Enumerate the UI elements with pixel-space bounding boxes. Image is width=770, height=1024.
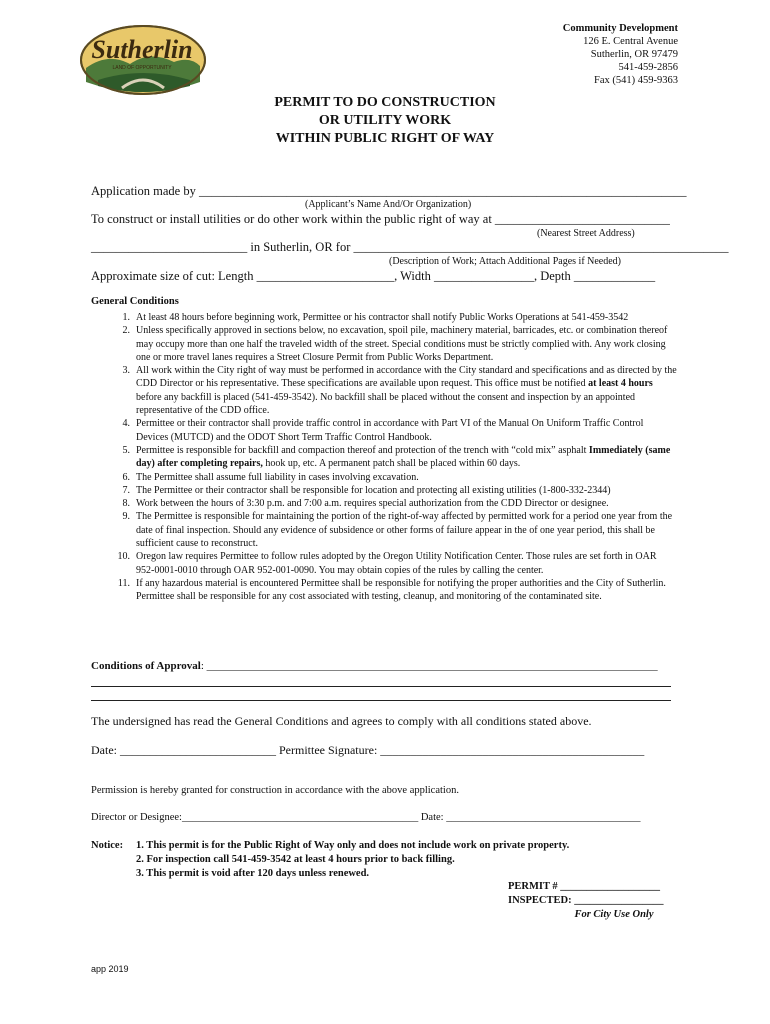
cut-size-field[interactable]: Approximate size of cut: Length ______________________, Width ________________, Depth _____________ (91, 269, 656, 283)
permit-number-field[interactable]: PERMIT # ___________________ (508, 881, 661, 892)
condition-item: 2. Unless specifically approved in sections below, no excavation, spoil pile, machinery material, barricades, etc. or combination thereof may occupy more than one half the traveled width of the street. Special conditions must be strictly complied with. Any work closing one or more travel lanes requires a Street Closure Permit from Public Works Department. (122, 325, 668, 363)
condition-item: 9. The Permittee is responsible for maintaining the portion of the right-of-way affected by permitted work for a period one year from the date of final inspection. Should any evidence of subsidence or other forms of failure appear in the of one year period, this shall be sufficient cause to reconstruct. (122, 511, 673, 550)
condition-item: 3. All work within the City right of way must be performed in accordance with the City standard and specifications and as directed by the CDD Director or his representative. These specifications are available upon request. This office must be notified at least 4 hours before any backfill is placed (541-459-3542). No backfill shall be placed without the consent and inspection by an appointed representative of the CDD office. (122, 365, 677, 417)
work-description-field[interactable]: _________________________ in Sutherlin, OR for ____________________________________________________________ (91, 240, 729, 254)
title-line1: PERMIT TO DO CONSTRUCTION (274, 95, 496, 110)
fax-number: Fax (541) 459-9363 (594, 75, 678, 86)
revision-footer: app 2019 (91, 964, 129, 974)
city-use-caption: For City Use Only (574, 909, 654, 920)
general-conditions-list (91, 311, 677, 604)
applicant-name-field[interactable]: Application made by ______________________________________________________________________________ (91, 184, 687, 198)
approval-blank-line[interactable] (91, 686, 671, 687)
work-description-caption: (Description of Work; Attach Additional Pages if Needed) (389, 256, 622, 267)
director-date-field[interactable]: Director or Designee:_____________________________________________ Date: _____________________________________ (91, 812, 641, 823)
condition-item: 8. Work between the hours of 3:30 p.m. and 7:00 a.m. requires special authorization from the CDD Director or designee. (122, 498, 609, 510)
title-line2: OR UTILITY WORK (318, 113, 452, 128)
city-use-block (508, 880, 663, 922)
permission-statement: Permission is hereby granted for construction in accordance with the above application. (91, 785, 459, 796)
phone-number: 541-459-2856 (618, 62, 678, 73)
condition-item: 1. At least 48 hours before beginning work, Permittee or his contractor shall notify Public Works Operations at 541-459-3542 (122, 312, 629, 323)
street-address-field[interactable]: To construct or install utilities or do other work within the public right of way at ____________________________ (91, 212, 670, 226)
svg-text:Sutherlin: Sutherlin (91, 35, 193, 64)
address-line2: Sutherlin, OR 97479 (590, 49, 678, 60)
date-signature-field[interactable]: Date: __________________________ Permittee Signature: ____________________________________________ (91, 743, 645, 757)
notice-block (91, 839, 569, 881)
inspected-field[interactable]: INSPECTED: _________________ (508, 895, 664, 906)
condition-item: 10. Oregon law requires Permittee to follow rules adopted by the Oregon Utility Notification Center. Those rules are set forth in OAR 952-0001-0010 through OAR 952-001-0090. You may obtain copies of the rules by calling the center. (117, 551, 657, 576)
condition-item: 4. Permittee or their contractor shall provide traffic control in accordance with Part VI of the Manual On Uniform Traffic Control Devices (MUTCD) and the ODOT Short Term Traffic Control Handbook. (122, 418, 644, 443)
notice-item: 3. This permit is void after 120 days unless renewed. (136, 868, 370, 879)
general-conditions-heading: General Conditions (91, 296, 179, 307)
notice-item: 2. For inspection call 541-459-3542 at least 4 hours prior to back filling. (136, 854, 455, 865)
condition-item: 5. Permittee is responsible for backfill and compaction thereof and protection of the trench with “cold mix” asphalt Immediately (same day) after completing repairs, hook up, etc. A permanent patch shall be placed within 60 days. (122, 444, 671, 470)
office-name: Community Development (562, 23, 678, 34)
applicant-caption: (Applicant’s Name And/Or Organization) (305, 199, 472, 210)
condition-item: 11. If any hazardous material is encountered Permittee shall be responsible for notifying the proper authorities and the City of Sutherlin. Permittee shall be responsible for any cost associated with testing, cleanup, and monitoring of the contaminated site. (117, 577, 666, 603)
sutherlin-logo (78, 22, 208, 98)
condition-item: 6. The Permittee shall assume full liability in cases involving excavation. (122, 471, 419, 483)
notice-item: 1. This permit is for the Public Right of Way only and does not include work on private property. (136, 840, 570, 851)
notice-label: Notice: (91, 840, 124, 851)
street-address-caption: (Nearest Street Address) (537, 228, 635, 239)
document-title (0, 94, 770, 148)
title-line3: WITHIN PUBLIC RIGHT OF WAY (275, 131, 495, 146)
conditions-of-approval-label: Conditions of Approval (91, 660, 201, 672)
conditions-of-approval-field[interactable]: Conditions of Approval: __________________________________________________________________________________ (91, 660, 658, 672)
approval-blank-line[interactable] (91, 700, 671, 701)
office-address-block (563, 22, 678, 87)
agreement-statement: The undersigned has read the General Conditions and agrees to comply with all conditions stated above. (91, 714, 592, 728)
svg-text:LAND OF OPPORTUNITY: LAND OF OPPORTUNITY (112, 65, 172, 71)
address-line1: 126 E. Central Avenue (583, 36, 678, 47)
condition-item: 7. The Permittee or their contractor shall be responsible for location and protecting all existing utilities (1-800-332-2344) (122, 484, 611, 496)
